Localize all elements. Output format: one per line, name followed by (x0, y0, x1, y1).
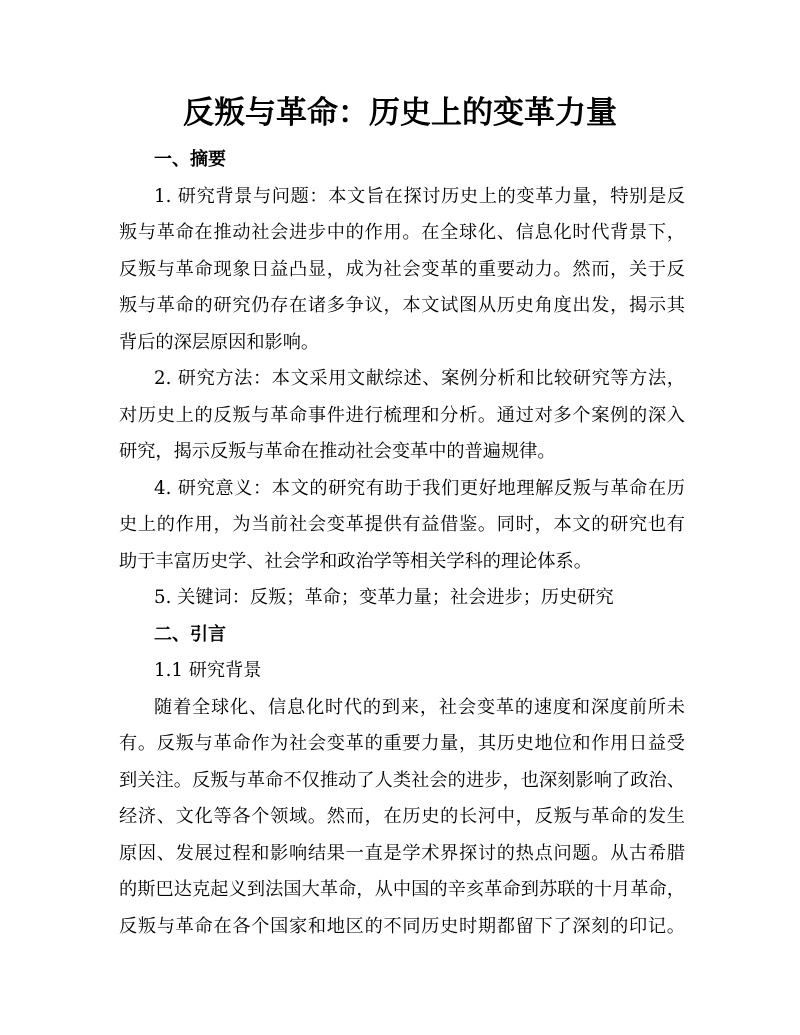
text-line: 原因、发展过程和影响结果一直是学术界探讨的热点问题。从古希腊 (119, 842, 685, 864)
text-line: 4. 研究意义：本文的研究有助于我们更好地理解反叛与革命在历 (154, 477, 685, 499)
text-line: 的斯巴达克起义到法国大革命，从中国的辛亥革命到苏联的十月革命， (119, 879, 685, 900)
text-line: 1. 研究背景与问题：本文旨在探讨历史上的变革力量，特别是反 (154, 185, 685, 207)
section-heading: 一、摘要 (154, 149, 226, 170)
document-title: 反叛与革命：历史上的变革力量 (183, 95, 617, 131)
text-line: 叛与革命的研究仍存在诸多争议，本文试图从历史角度出发，揭示其 (119, 295, 685, 316)
text-line: 反叛与革命在各个国家和地区的不同历史时期都留下了深刻的印记。 (119, 915, 685, 937)
text-line: 到关注。反叛与革命不仅推动了人类社会的进步，也深刻影响了政治、 (119, 769, 685, 791)
text-line: 叛与革命在推动社会进步中的作用。在全球化、信息化时代背景下， (119, 222, 685, 243)
text-line: 反叛与革命现象日益凸显，成为社会变革的重要动力。然而，关于反 (119, 258, 685, 280)
text-line: 史上的作用，为当前社会变革提供有益借鉴。同时，本文的研究也有 (119, 514, 685, 535)
text-line: 研究，揭示反叛与革命在推动社会变革中的普遍规律。 (119, 441, 556, 462)
text-line: 2. 研究方法：本文采用文献综述、案例分析和比较研究等方法， (154, 368, 685, 389)
text-line: 随着全球化、信息化时代的到来，社会变革的速度和深度前所未 (154, 696, 685, 718)
text-line: 5. 关键词：反叛；革命；变革力量；社会进步；历史研究 (154, 587, 614, 608)
text-line: 对历史上的反叛与革命事件进行梳理和分析。通过对多个案例的深入 (119, 404, 685, 426)
text-line: 背后的深层原因和影响。 (119, 331, 320, 353)
text-line: 有。反叛与革命作为社会变革的重要力量，其历史地位和作用日益受 (119, 733, 685, 754)
text-line: 1.1 研究背景 (154, 660, 262, 681)
text-line: 助于丰富历史学、社会学和政治学等相关学科的理论体系。 (119, 550, 592, 572)
document-body (119, 142, 685, 945)
section-heading: 二、引言 (154, 623, 226, 645)
text-line: 经济、文化等各个领域。然而，在历史的长河中，反叛与革命的发生 (119, 806, 685, 827)
